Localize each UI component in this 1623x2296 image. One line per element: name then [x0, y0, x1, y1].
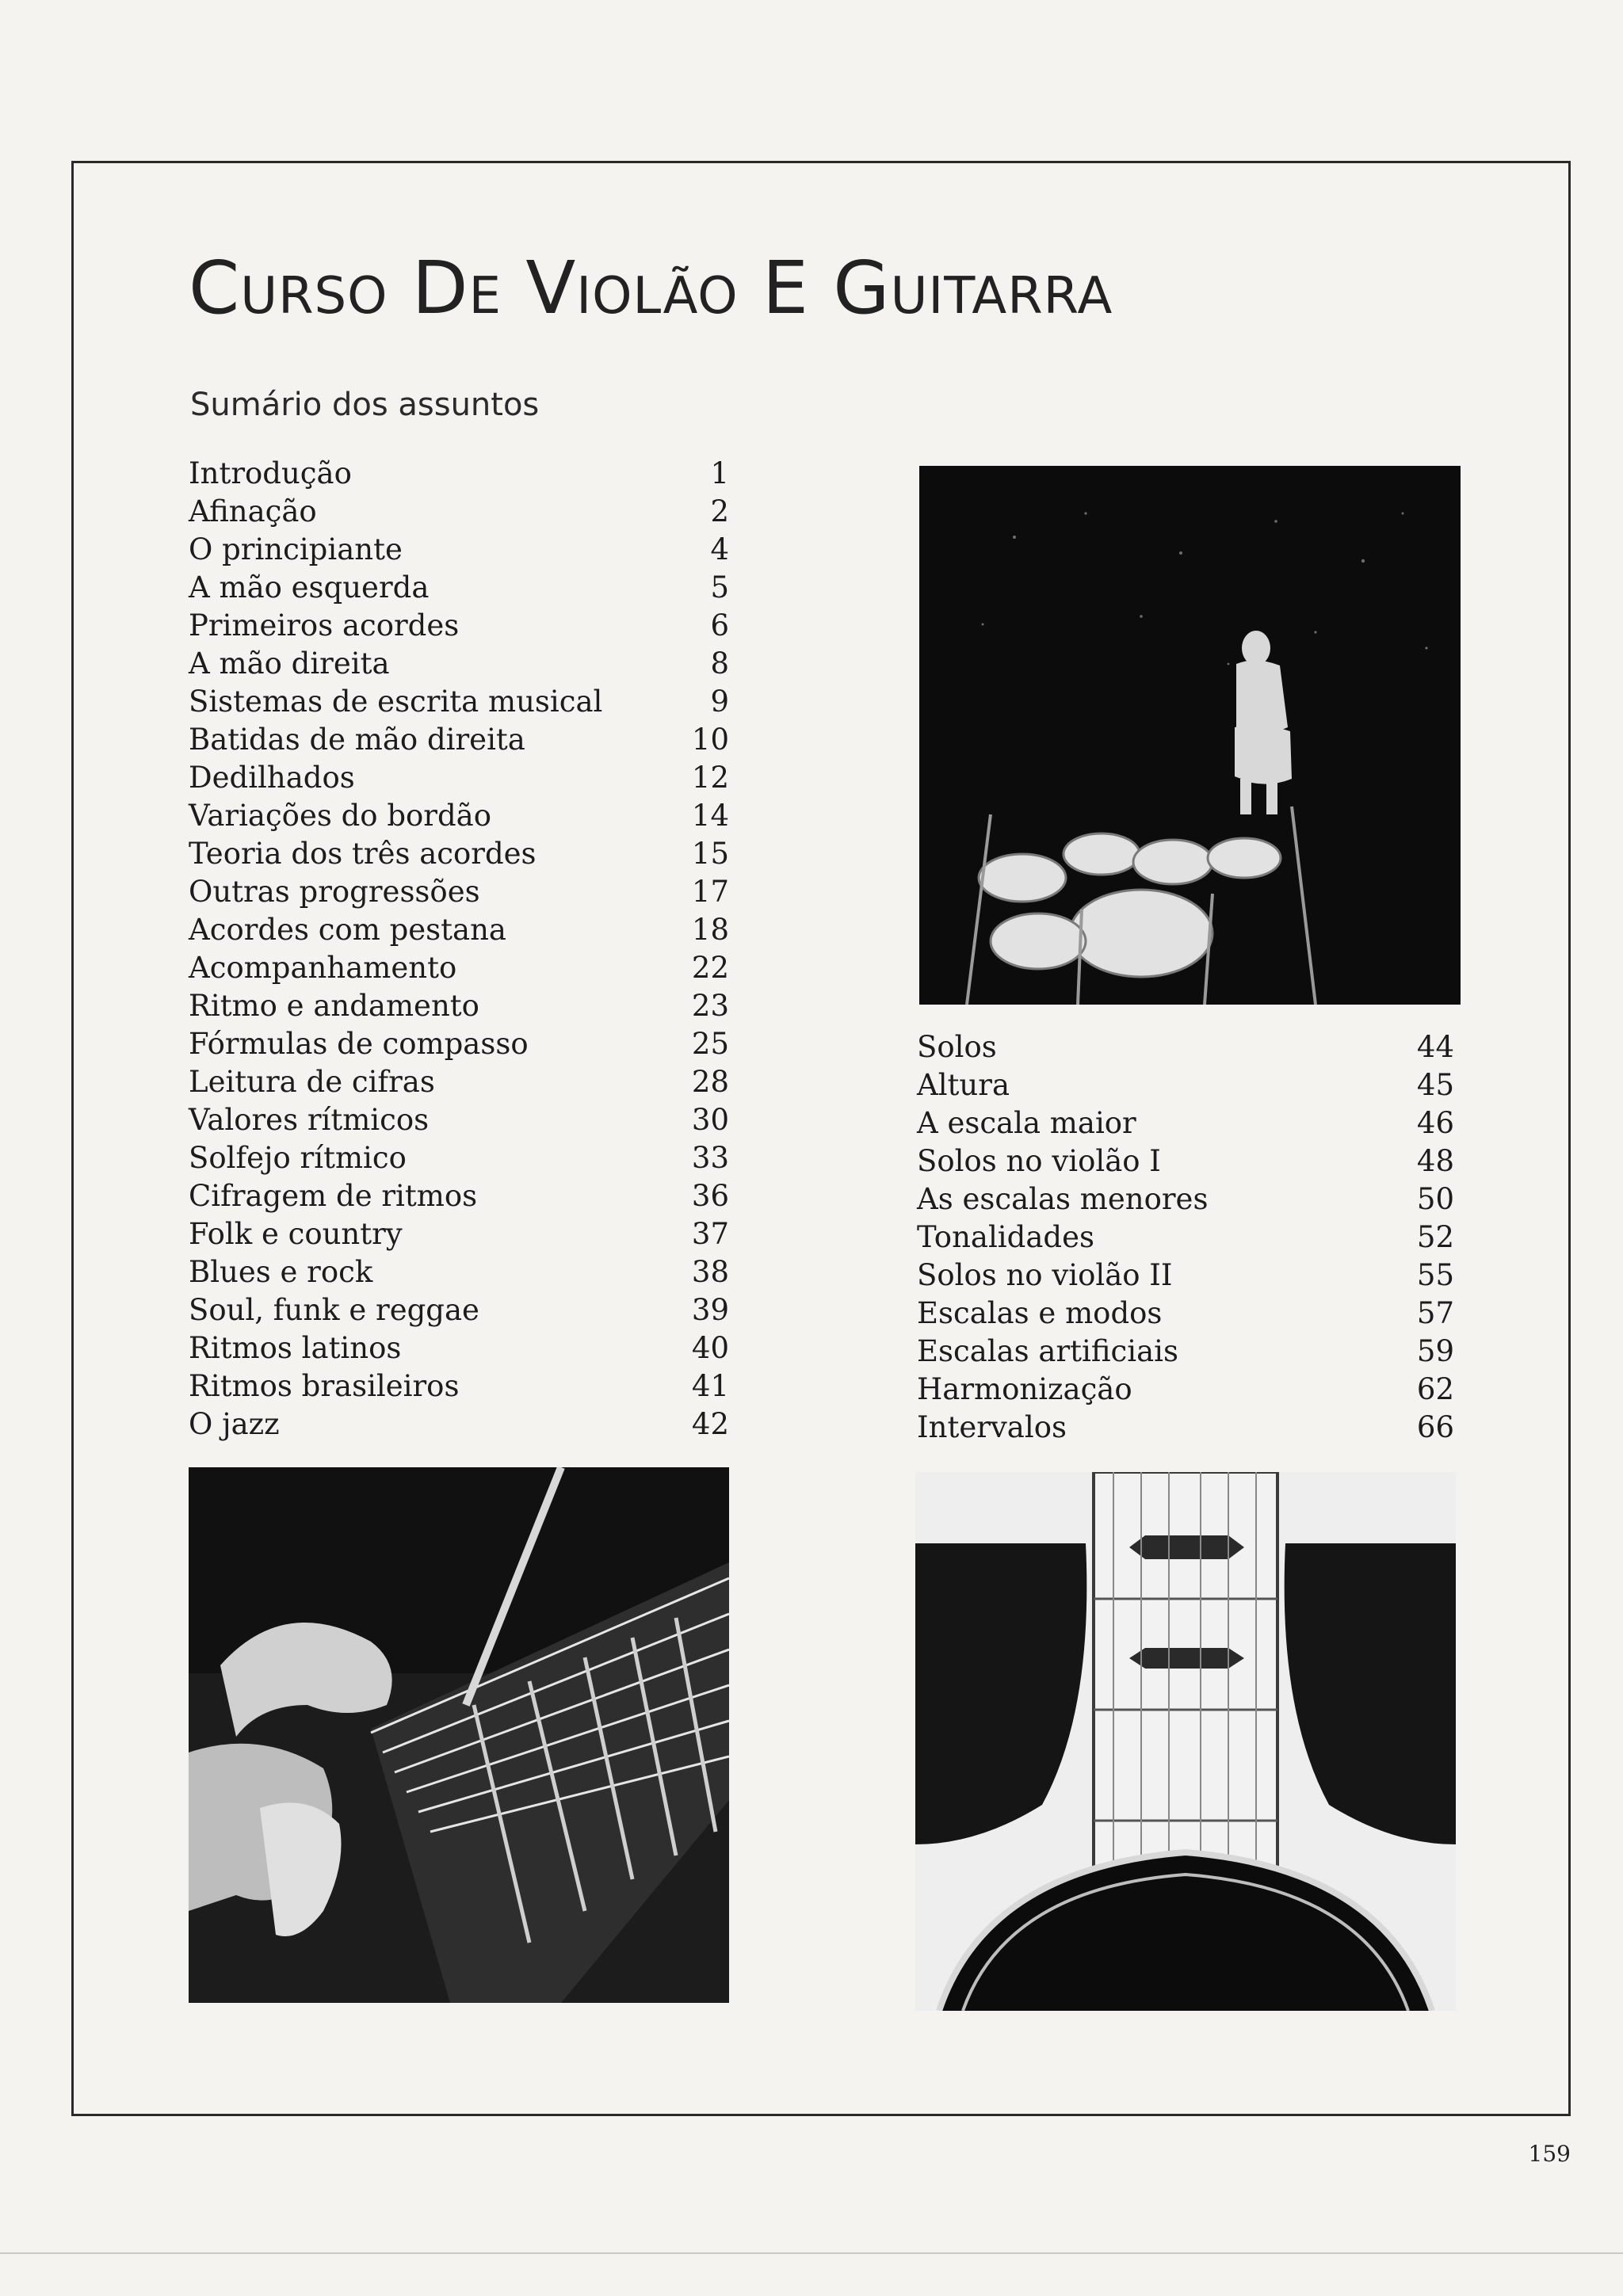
toc-entry-label: Valores rítmicos	[189, 1103, 430, 1137]
toc-entry	[189, 1215, 729, 1253]
toc-entry-page: 39	[691, 1293, 729, 1327]
toc-entry-label: Introdução	[189, 456, 352, 490]
toc-entry-page: 28	[691, 1065, 729, 1099]
toc-entry-label: Altura	[917, 1068, 1010, 1102]
toc-entry-label: Fórmulas de compasso	[189, 1027, 529, 1061]
toc-entry-page: 12	[691, 761, 729, 795]
toc-entry-label: Outras progressões	[189, 875, 480, 909]
toc-entry-label: Acordes com pestana	[189, 913, 506, 947]
toc-entry	[189, 1253, 729, 1291]
toc-entry-page: 1	[710, 456, 729, 490]
toc-entry-page: 30	[691, 1103, 729, 1137]
toc-entry-label: Blues e rock	[189, 1255, 373, 1289]
toc-entry-label: Cifragem de ritmos	[189, 1179, 478, 1213]
toc-entry-page: 5	[710, 570, 729, 605]
toc-entry-label: Tonalidades	[917, 1220, 1094, 1254]
toc-entry-page: 6	[710, 608, 729, 643]
toc-entry-label: Solfejo rítmico	[189, 1141, 407, 1175]
toc-entry	[189, 569, 729, 607]
toc-entry	[189, 1177, 729, 1215]
toc-entry	[189, 759, 729, 797]
toc-entry-label: Batidas de mão direita	[189, 723, 525, 757]
toc-entry	[189, 1101, 729, 1139]
toc-entry-label: A mão direita	[189, 646, 390, 681]
toc-entry-page: 9	[710, 685, 729, 719]
toc-entry	[189, 1329, 729, 1367]
toc-entry-label: O jazz	[189, 1407, 280, 1441]
toc-entry-label: Solos	[917, 1030, 997, 1064]
toc-entry-page: 37	[691, 1217, 729, 1251]
toc-entry	[189, 531, 729, 569]
toc-entry	[917, 1333, 1454, 1371]
toc-entry	[189, 455, 729, 493]
toc-entry	[189, 1139, 729, 1177]
toc-entry-page: 57	[1416, 1296, 1454, 1330]
toc-right-column	[917, 1028, 1454, 1447]
toc-entry-page: 33	[691, 1141, 729, 1175]
toc-entry-label: Ritmos brasileiros	[189, 1369, 460, 1403]
toc-entry-label: A mão esquerda	[189, 570, 430, 605]
toc-subtitle: Sumário dos assuntos	[190, 387, 540, 423]
toc-entry-page: 52	[1416, 1220, 1454, 1254]
toc-entry-page: 42	[691, 1407, 729, 1441]
toc-entry-label: Sistemas de escrita musical	[189, 685, 603, 719]
toc-entry-page: 48	[1416, 1144, 1454, 1178]
toc-entry-page: 17	[691, 875, 729, 909]
toc-entry-label: Harmonização	[917, 1372, 1132, 1406]
toc-entry-label: Solos no violão II	[917, 1258, 1173, 1292]
page-title: Curso De Violão E Guitarra	[189, 246, 1113, 330]
toc-entry-label: Intervalos	[917, 1410, 1067, 1444]
toc-entry-page: 46	[1416, 1106, 1454, 1140]
toc-entry	[917, 1371, 1454, 1409]
toc-entry-page: 22	[691, 951, 729, 985]
toc-entry	[917, 1257, 1454, 1295]
toc-entry-page: 18	[691, 913, 729, 947]
toc-entry	[189, 949, 729, 987]
toc-entry-page: 50	[1416, 1182, 1454, 1216]
toc-entry-page: 55	[1416, 1258, 1454, 1292]
toc-entry-page: 2	[710, 494, 729, 528]
toc-entry	[917, 1028, 1454, 1066]
toc-entry	[917, 1066, 1454, 1104]
toc-entry	[189, 493, 729, 531]
toc-entry	[189, 1405, 729, 1444]
toc-entry	[917, 1295, 1454, 1333]
toc-entry-label: A escala maior	[917, 1106, 1136, 1140]
toc-entry	[917, 1104, 1454, 1142]
toc-entry	[189, 873, 729, 911]
toc-entry-label: Ritmos latinos	[189, 1331, 402, 1365]
toc-entry-label: As escalas menores	[917, 1182, 1209, 1216]
toc-entry	[189, 1063, 729, 1101]
toc-entry	[189, 1291, 729, 1329]
toc-entry-label: Primeiros acordes	[189, 608, 460, 643]
concert-photo	[919, 466, 1461, 1005]
toc-entry-label: Ritmo e andamento	[189, 989, 479, 1023]
toc-entry	[189, 1025, 729, 1063]
toc-entry-label: Afinação	[189, 494, 317, 528]
toc-entry-label: Escalas artificiais	[917, 1334, 1178, 1368]
toc-entry-page: 38	[691, 1255, 729, 1289]
toc-entry-label: Dedilhados	[189, 761, 355, 795]
toc-entry-page: 14	[691, 799, 729, 833]
toc-entry-label: Acompanhamento	[189, 951, 457, 985]
toc-entry-page: 59	[1416, 1334, 1454, 1368]
toc-entry	[189, 607, 729, 645]
toc-entry-label: Teoria dos três acordes	[189, 837, 537, 871]
toc-entry	[189, 645, 729, 683]
toc-entry-page: 10	[691, 723, 729, 757]
page-number: 159	[1528, 2141, 1571, 2167]
toc-entry	[917, 1219, 1454, 1257]
scan-edge-line	[0, 2252, 1623, 2254]
toc-entry-label: Folk e country	[189, 1217, 403, 1251]
toc-left-column	[189, 455, 729, 1444]
toc-entry-page: 15	[691, 837, 729, 871]
toc-entry	[917, 1409, 1454, 1447]
toc-entry-label: Escalas e modos	[917, 1296, 1163, 1330]
toc-entry	[189, 835, 729, 873]
toc-entry-label: Leitura de cifras	[189, 1065, 435, 1099]
toc-entry-page: 45	[1416, 1068, 1454, 1102]
guitar-hands-photo	[189, 1467, 729, 2003]
toc-entry	[917, 1142, 1454, 1180]
toc-entry-page: 25	[691, 1027, 729, 1061]
toc-entry-label: O principiante	[189, 532, 403, 566]
guitar-body-photo	[915, 1472, 1456, 2011]
toc-entry	[189, 987, 729, 1025]
toc-entry-page: 36	[691, 1179, 729, 1213]
toc-entry	[189, 797, 729, 835]
toc-entry-page: 44	[1416, 1030, 1454, 1064]
toc-entry-page: 41	[691, 1369, 729, 1403]
toc-entry-page: 8	[710, 646, 729, 681]
toc-entry-label: Solos no violão I	[917, 1144, 1161, 1178]
toc-entry-label: Soul, funk e reggae	[189, 1293, 479, 1327]
toc-entry-page: 66	[1416, 1410, 1454, 1444]
toc-entry	[189, 1367, 729, 1405]
toc-entry-page: 23	[691, 989, 729, 1023]
toc-entry	[189, 683, 729, 721]
toc-entry-page: 40	[691, 1331, 729, 1365]
toc-entry	[189, 721, 729, 759]
toc-entry-page: 62	[1416, 1372, 1454, 1406]
toc-entry	[917, 1180, 1454, 1219]
toc-entry-page: 4	[710, 532, 729, 566]
toc-entry-label: Variações do bordão	[189, 799, 491, 833]
toc-entry	[189, 911, 729, 949]
